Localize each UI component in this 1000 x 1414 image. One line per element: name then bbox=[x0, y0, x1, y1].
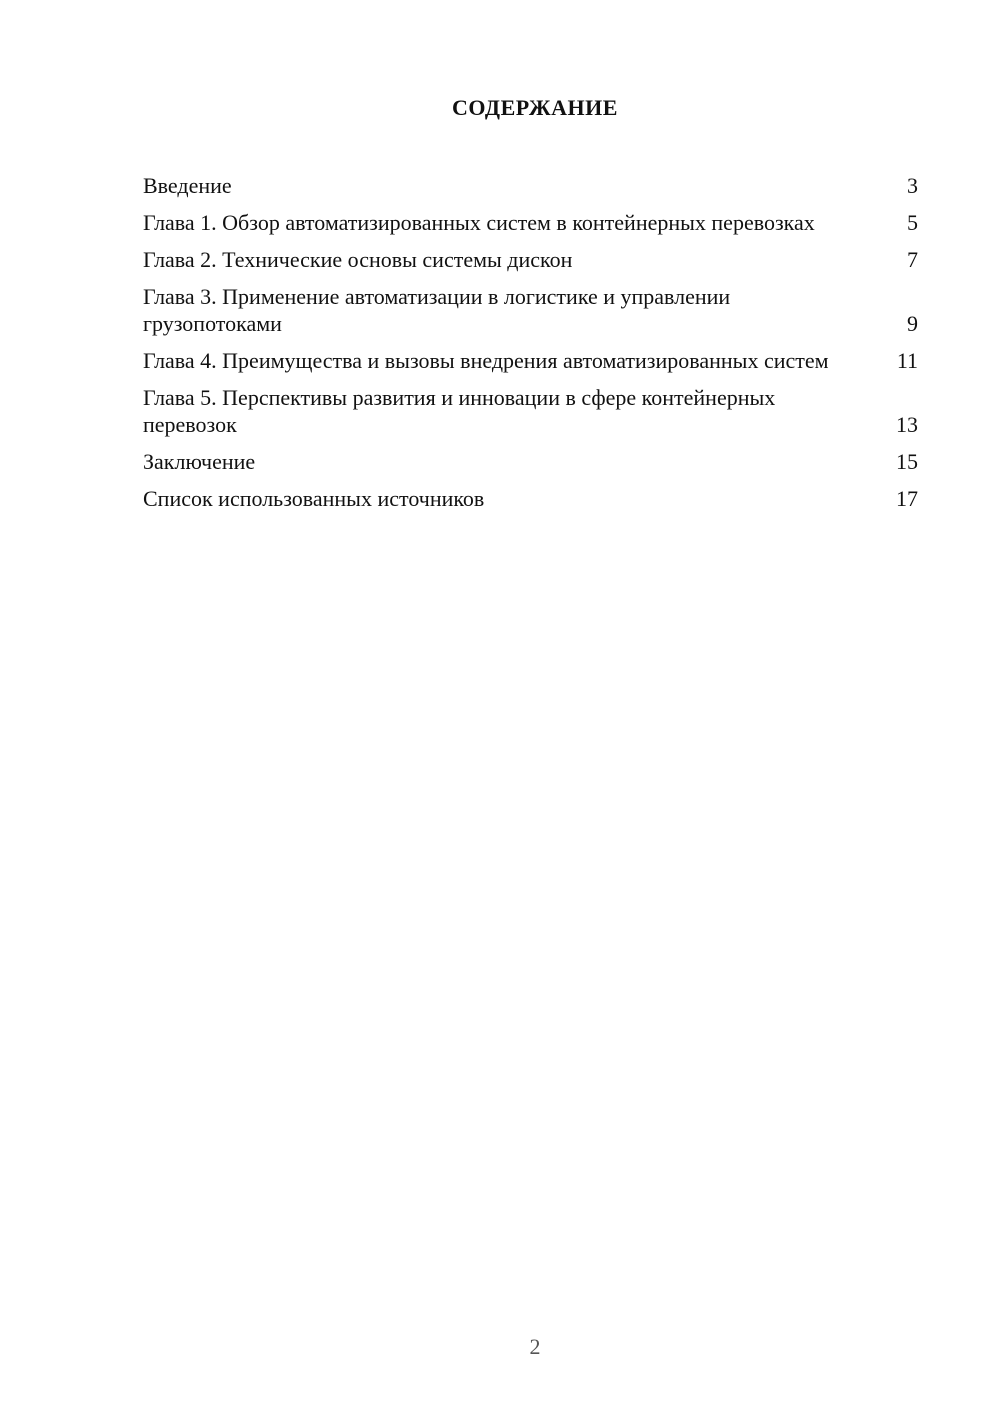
toc-entry-label: Глава 1. Обзор автоматизированных систем в контейнерных перевозках bbox=[143, 210, 815, 235]
toc-entry-label: Глава 5. Перспективы развития и инновации в сфере контейнерных перевозок bbox=[143, 385, 776, 437]
toc-entry-conclusion bbox=[143, 448, 918, 475]
toc-entry-page: 7 bbox=[907, 247, 918, 272]
table-of-contents bbox=[143, 172, 918, 522]
page-number: 2 bbox=[529, 1334, 541, 1359]
toc-entry-page: 9 bbox=[907, 311, 918, 336]
toc-entry-label: Глава 3. Применение автоматизации в логистике и управлении грузопотоками bbox=[143, 284, 731, 336]
toc-entry-label: Введение bbox=[143, 173, 232, 198]
toc-entry-chapter-2 bbox=[143, 246, 918, 273]
toc-entry-chapter-5 bbox=[143, 384, 918, 438]
toc-entry-introduction bbox=[143, 172, 918, 199]
toc-entry-page: 17 bbox=[896, 486, 918, 511]
toc-entry-label: Глава 2. Технические основы системы дискон bbox=[143, 247, 573, 272]
toc-entry-references bbox=[143, 485, 918, 512]
toc-entry-chapter-4 bbox=[143, 347, 918, 374]
toc-entry-page: 11 bbox=[896, 348, 918, 373]
toc-entry-page: 13 bbox=[896, 412, 918, 437]
toc-entry-label: Список использованных источников bbox=[143, 486, 485, 511]
toc-entry-chapter-1 bbox=[143, 209, 918, 236]
toc-entry-label: Глава 4. Преимущества и вызовы внедрения автоматизированных систем bbox=[143, 348, 829, 373]
toc-title: СОДЕРЖАНИЕ bbox=[452, 95, 618, 120]
toc-entry-page: 15 bbox=[896, 449, 918, 474]
toc-entry-page: 5 bbox=[907, 210, 918, 235]
toc-entry-page: 3 bbox=[907, 173, 918, 198]
toc-entry-chapter-3 bbox=[143, 283, 918, 337]
toc-entry-label: Заключение bbox=[143, 449, 256, 474]
